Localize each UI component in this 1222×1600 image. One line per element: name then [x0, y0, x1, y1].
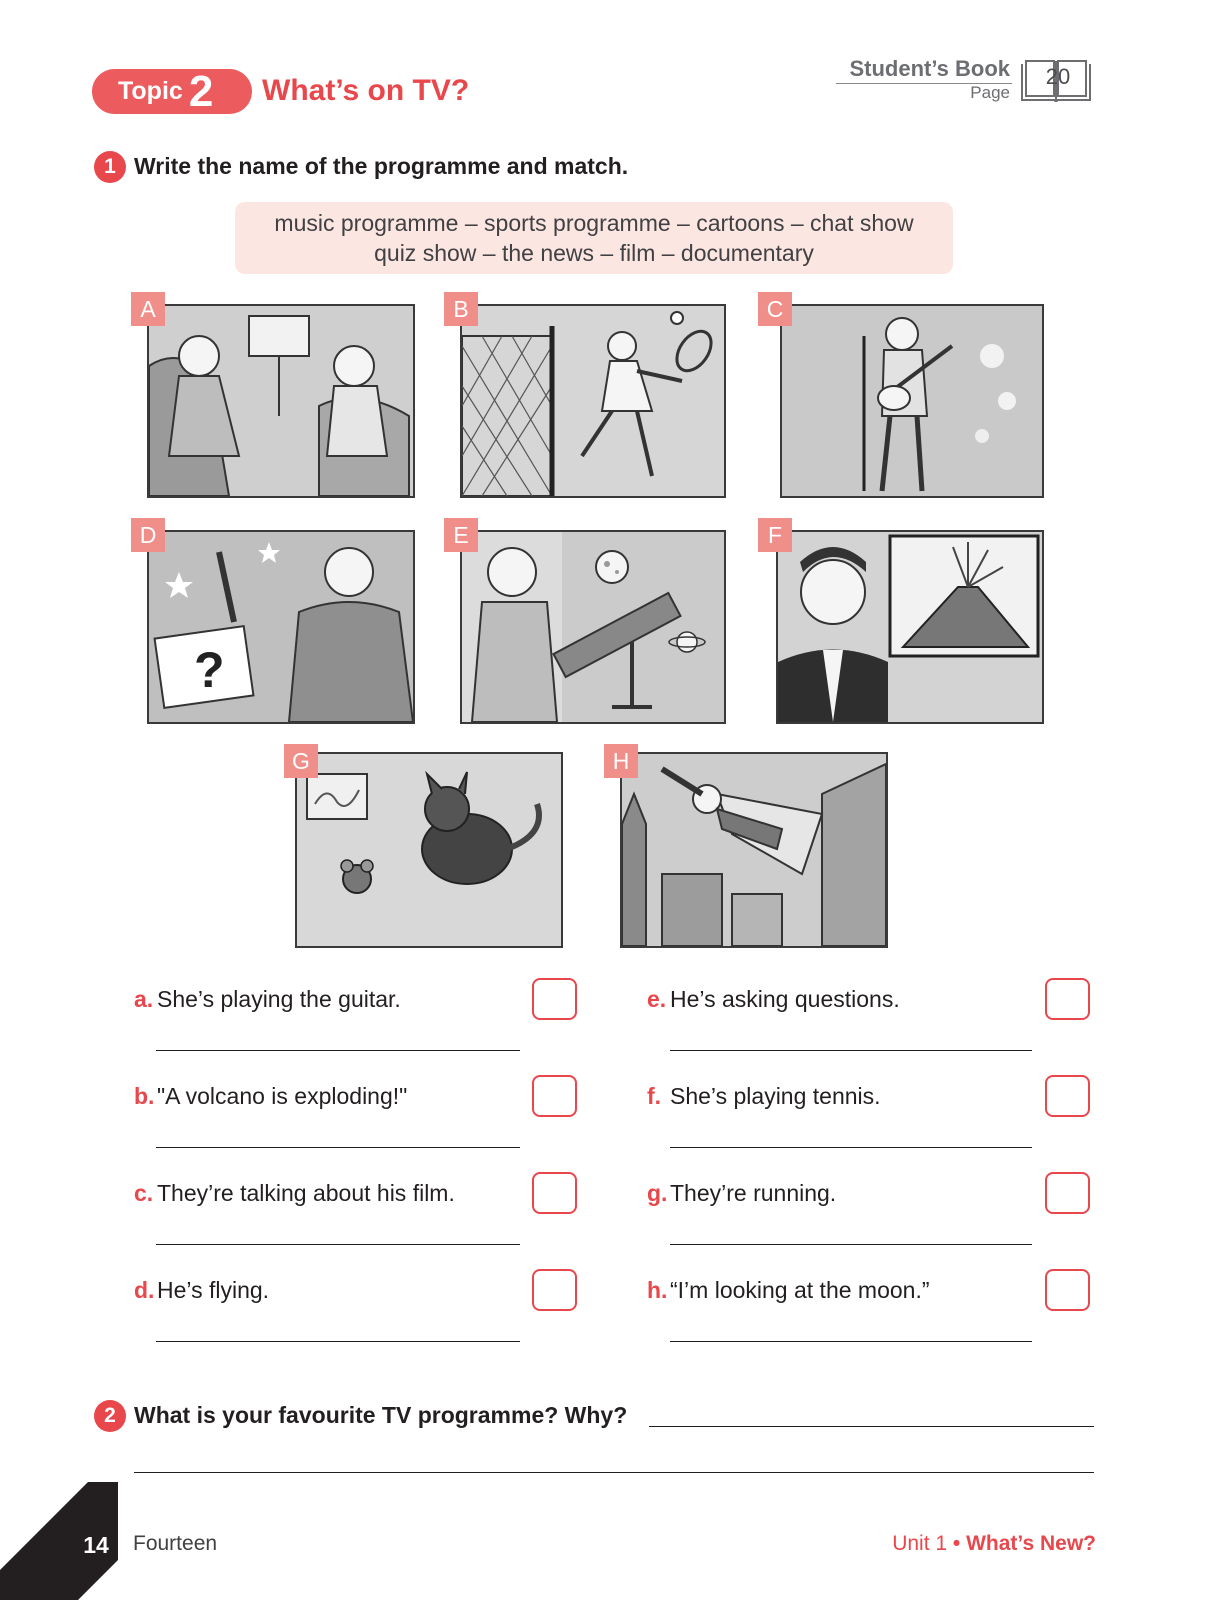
topic-badge — [92, 66, 252, 116]
page-corner-triangle — [0, 1440, 160, 1600]
answer-box-a[interactable] — [532, 978, 577, 1020]
answer-box-d[interactable] — [532, 1269, 577, 1311]
sentence-letter: g. — [647, 1180, 668, 1206]
telescope-moon-illustration — [462, 532, 724, 722]
unit-bullet: • — [952, 1532, 961, 1555]
answer-box-g[interactable] — [1045, 1172, 1090, 1214]
students-book-label: Student’s Book — [849, 56, 1010, 81]
answer-box-e[interactable] — [1045, 978, 1090, 1020]
answer-box-f[interactable] — [1045, 1075, 1090, 1117]
page-label: Page — [970, 83, 1010, 102]
topic-number: 2 — [188, 66, 214, 116]
unit-label: Unit 1 — [892, 1532, 948, 1555]
exercise-2-question: What is your favourite TV programme? Why? — [134, 1402, 628, 1428]
sentence-letter: d. — [134, 1277, 155, 1303]
sentence-letter: f. — [647, 1083, 662, 1109]
book-page-number: 20 — [1045, 64, 1071, 89]
sentence-text: “I’m looking at the moon.” — [670, 1277, 930, 1303]
quiz-host-illustration — [149, 532, 413, 722]
picture-e — [460, 530, 726, 724]
answer-line-exercise-2b[interactable] — [134, 1472, 1094, 1473]
answer-box-b[interactable] — [532, 1075, 577, 1117]
cat-and-mouse-cartoon-illustration — [297, 754, 561, 946]
answer-line-h[interactable] — [670, 1341, 1032, 1342]
picture-label-b: B — [444, 292, 478, 326]
picture-g — [295, 752, 563, 948]
picture-c — [780, 304, 1044, 498]
word-box — [235, 202, 953, 274]
sentence-letter: b. — [134, 1083, 155, 1109]
news-reader-volcano-illustration — [778, 532, 1042, 722]
picture-label-a: A — [131, 292, 165, 326]
sentence-h — [647, 1277, 930, 1304]
sentence-c — [134, 1180, 455, 1207]
sentence-letter: c. — [134, 1180, 154, 1206]
unit-title: What’s New? — [966, 1532, 1096, 1555]
sentence-text: He’s flying. — [157, 1277, 270, 1303]
tennis-player-illustration — [462, 306, 724, 496]
picture-h — [620, 752, 888, 948]
page-number: 14 — [83, 1532, 109, 1558]
sentence-f — [647, 1083, 881, 1110]
answer-line-b[interactable] — [156, 1147, 520, 1148]
picture-label-e: E — [444, 518, 478, 552]
page-number-word: Fourteen — [133, 1532, 218, 1555]
picture-d — [147, 530, 415, 724]
sentence-a — [134, 986, 401, 1013]
answer-line-d[interactable] — [156, 1341, 520, 1342]
sentence-letter: a. — [134, 986, 154, 1012]
flying-superhero-illustration — [622, 754, 886, 946]
picture-label-h: H — [604, 744, 638, 778]
answer-line-f[interactable] — [670, 1147, 1032, 1148]
picture-b — [460, 304, 726, 498]
word-box-line-2: quiz show – the news – film – documentary — [374, 240, 814, 266]
word-box-line-1: music programme – sports programme – cartoons – chat show — [274, 210, 914, 236]
answer-line-c[interactable] — [156, 1244, 520, 1245]
picture-a — [147, 304, 415, 498]
sentence-b — [134, 1083, 407, 1110]
sentence-letter: e. — [647, 986, 667, 1012]
answer-box-h[interactable] — [1045, 1269, 1090, 1311]
sentence-text: They’re talking about his film. — [157, 1180, 455, 1206]
exercise-1-instruction: Write the name of the programme and match. — [134, 153, 629, 179]
answer-line-e[interactable] — [670, 1050, 1032, 1051]
page-title: What’s on TV? — [262, 74, 470, 107]
sentence-e — [647, 986, 900, 1013]
answer-line-exercise-2a[interactable] — [649, 1426, 1094, 1427]
picture-f — [776, 530, 1044, 724]
unit-footer — [800, 1532, 1096, 1556]
picture-label-g: G — [284, 744, 318, 778]
guitar-singer-illustration — [782, 306, 1042, 496]
picture-label-d: D — [131, 518, 165, 552]
picture-label-f: F — [758, 518, 792, 552]
exercise-1-number: 1 — [94, 151, 126, 183]
sentence-text: She’s playing tennis. — [670, 1083, 881, 1109]
answer-line-g[interactable] — [670, 1244, 1032, 1245]
sentence-g — [647, 1180, 836, 1207]
sentence-letter: h. — [647, 1277, 668, 1303]
topic-word: Topic — [118, 77, 183, 105]
svg-text:?: ? — [194, 642, 225, 698]
exercise-2-number: 2 — [94, 1400, 126, 1432]
picture-label-c: C — [758, 292, 792, 326]
chat-show-scene-illustration — [149, 306, 413, 496]
answer-line-a[interactable] — [156, 1050, 520, 1051]
sentence-text: They’re running. — [670, 1180, 837, 1206]
sentence-text: "A volcano is exploding!" — [157, 1083, 408, 1109]
sentence-text: She’s playing the guitar. — [157, 986, 401, 1012]
sentence-text: He’s asking questions. — [670, 986, 900, 1012]
answer-box-c[interactable] — [532, 1172, 577, 1214]
sentence-d — [134, 1277, 269, 1304]
